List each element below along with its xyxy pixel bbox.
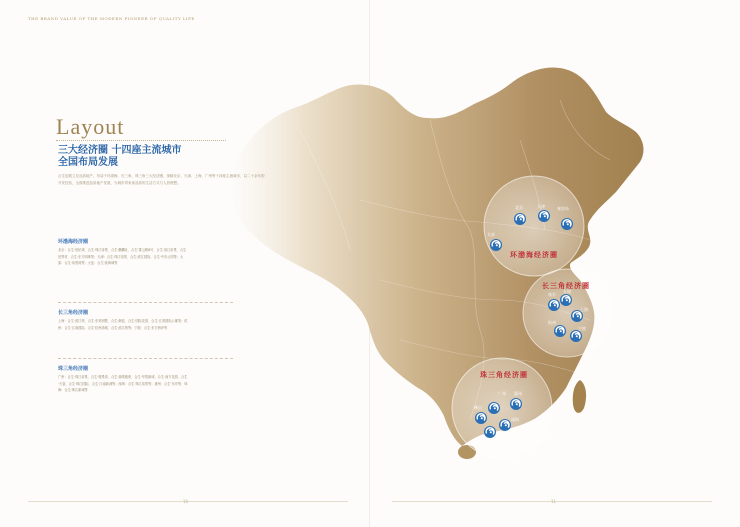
title-rule [56,140,226,141]
page-number-right: 11 [551,499,557,504]
swirl-logo-icon [560,294,572,306]
section-title-pearl: 珠三角经济圈 [58,366,89,372]
city-label: 无锡 [563,289,571,294]
swirl-logo-icon [538,210,550,222]
city-label: 北京 [515,205,523,210]
section-title-yangtze: 长三角经济圈 [58,310,89,316]
zone-label-yangtze: 长三角经济圈 [542,282,590,290]
swirl-logo-icon [554,325,566,337]
city-label: 太原 [487,232,495,237]
taiwan-island [573,380,586,413]
page-number-left: 10 [183,499,189,504]
swirl-logo-icon [488,402,500,414]
intro-paragraph: 合生创展立足品质地产，布局于环渤海、长三角、珠三角三大经济圈，深耕北京、天津、上海、广州等十四座主流城市，以二十余年的开发经验，全面推进品质地产发展，为城市带来高品质的生活方式与人居理想。 [58,174,265,185]
swirl-logo-icon [548,299,560,311]
section-body-bohai: 北京：合生·世纪城、合生·珠江帝景、合生·麒麟社、合生·霄云路8号、合生·滨江帝景、合生·世界村、合生·东方明珠等；天津：合生·珠江帝景、合生·滨江国际、合生·中央公园等；太原：合生·帝景湾等；大连：合生·滨海城等 [58,248,188,265]
swirl-logo-icon [499,419,511,431]
city-label: 广州 [498,391,506,396]
section-body-pearl: 广州：合生·珠江帝景、合生·骏景湾、合生·愉景雅苑、合生·华景新城、合生·南方花园、合生·天銮、合生·珠江国际、合生·江南新城等；深圳：合生·珠江帝景等；惠州：合生·东岸等；珠海：合生·珠江新城等 [58,375,188,392]
swirl-logo-icon [510,398,522,410]
city-label: 深圳 [511,417,519,422]
city-label: 天津 [537,204,545,209]
city-label: 杭州 [548,320,556,325]
swirl-logo-icon [514,213,526,225]
city-label: 佛山 [474,405,482,410]
section-divider [58,358,233,359]
zone-label-pearl: 珠三角经济圈 [480,371,528,379]
city-label: 惠州 [514,391,522,396]
swirl-logo-icon [475,412,487,424]
section-body-yangtze: 上海：合生·滨江苑、合生·东郊别墅、合生·御廷、合生·国际花园、合生·江湾国际公寓等；杭州：合生·江南国际、合生·杭州湾城、合生·滨江苑等；宁波：合生·东方海岸等 [58,319,188,330]
headline-line-2: 全国布局发展 [58,157,118,168]
city-label: 珠海 [481,437,489,442]
swirl-logo-icon [490,239,502,251]
headline [58,145,181,169]
section-title-bohai: 环渤海经济圈 [58,239,89,245]
running-head: THE BRAND VALUE OF THE MODERN PIONEER OF QUALITY LIFE [28,16,195,21]
zone-label-bohai: 环渤海经济圈 [510,251,558,259]
headline-line-1: 三大经济圈 十四座主流城市 [58,145,182,156]
city-label: 上海 [580,307,588,312]
page-title: Layout [56,114,125,139]
city-label: 宁波 [578,326,586,331]
city-label: 南京 [548,292,556,297]
swirl-logo-icon [561,218,573,230]
section-divider [58,302,233,303]
city-label: 秦皇岛 [557,206,569,211]
